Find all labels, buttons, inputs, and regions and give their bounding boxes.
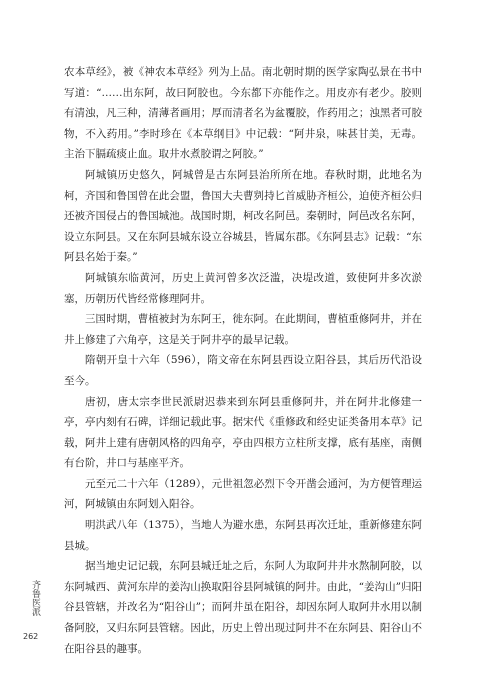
body-text xyxy=(64,62,422,659)
running-head: 齐鲁医派 xyxy=(30,580,40,616)
paragraph: 农本草经》，被《神农本草经》列为上品。南北朝时期的医学家陶弘景在书中写道：“……出东阿，故曰阿胶也。今东都下亦能作之。用皮亦有老少。胶则有清浊，凡三种，清薄者画用；厚而清者名为盆覆胶，作药用之；浊黑者可胶物，不入药用。”李时珍在《本草纲目》中记载：“阿井泉，味甚甘美，无毒。主治下膈疏痰止血。取井水煮胶谓之阿胶。” xyxy=(64,66,422,161)
paragraph: 三国时期，曹植被封为东阿王，徙东阿。在此期间，曹植重修阿井，并在井上修建了六角亭，这是关于阿井亭的最早记载。 xyxy=(64,313,422,346)
paragraph: 唐初，唐太宗李世民派尉迟恭来到东阿县重修阿井，并在阿井北修建一亭，亭内刻有石碑，详细记载此事。据宋代《重修政和经史证类备用本草》记载，阿井上建有唐朝风格的四角亭，亭由四根方立柱所支撑，底有基座，南侧有台阶，井口与基座平齐。 xyxy=(64,395,422,470)
page-number: 262 xyxy=(23,632,39,641)
paragraph: 元至元二十六年（1289），元世祖忽必烈下令开凿会通河，为方便管理运河，阿城镇由东阿划入阳谷。 xyxy=(64,477,422,511)
paragraph: 据当地史记记载，东阿县城迁址之后，东阿人为取阿井井水熬制阿胶，以东阿城西、黄河东岸的姜沟山换取阳谷县阿城镇的阿井。由此，“姜沟山”归阳谷县管辖，并改名为“阳谷山”；而阿井虽在阳谷，却因东阿人取阿井水用以制备阿胶，又归东阿县管辖。因此，历史上曾出现过阿井不在东阿县、阳谷山不在阳谷县的趣事。 xyxy=(64,560,422,655)
paragraph: 阿城镇东临黄河，历史上黄河曾多次泛滥，决堤改道，致使阿井多次淤塞，历朝历代皆经常修理阿井。 xyxy=(64,271,422,305)
paragraph: 明洪武八年（1375），当地人为避水患，东阿县再次迁址，重新修建东阿县城。 xyxy=(64,519,422,552)
paragraph: 隋朝开皇十六年（596），隋文帝在东阿县西设立阳谷县，其后历代沿设至今。 xyxy=(64,354,422,387)
paragraph: 阿城镇历史悠久，阿城曾是古东阿县治所所在地。春秋时期，此地名为柯，齐国和鲁国曾在此会盟，鲁国大夫曹刿持匕首威胁齐桓公，迫使齐桓公归还被齐国侵占的鲁国城池。战国时期，柯改名阿邑。秦朝时，阿邑改名东阿，设立东阿县。又在东阿县城东设立谷城县，皆属东郡。《东阿县志》记载：“东阿县名始于秦。” xyxy=(64,168,422,264)
